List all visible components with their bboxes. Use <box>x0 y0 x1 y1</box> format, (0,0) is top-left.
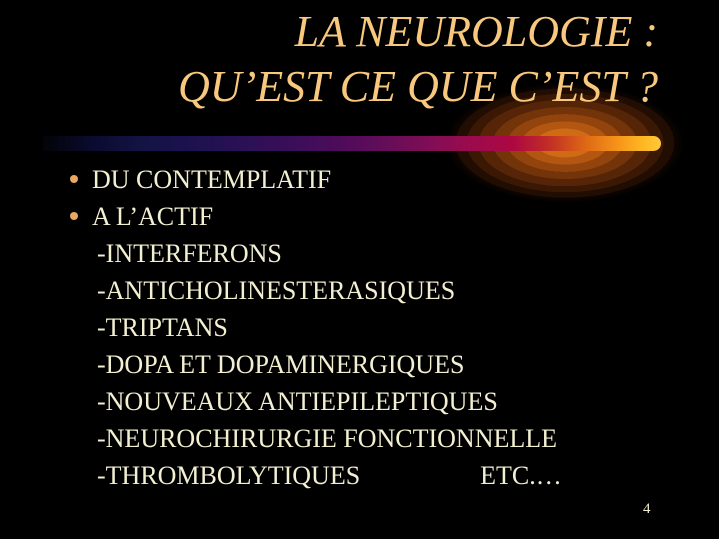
page-title <box>8 4 658 114</box>
title-line-1: LA NEUROLOGIE : <box>294 7 658 56</box>
list-item-label: -NEUROCHIRURGIE FONCTIONNELLE <box>97 424 558 453</box>
list-item <box>60 161 700 198</box>
list-item <box>60 309 700 346</box>
list-item <box>60 383 700 420</box>
bullet-list <box>60 161 700 494</box>
list-item-label: A L’ACTIF <box>92 202 214 231</box>
list-item-label: -TRIPTANS <box>97 313 228 342</box>
list-item <box>60 420 700 457</box>
list-item <box>60 198 700 235</box>
bullet-icon <box>70 175 78 183</box>
divider-bar <box>43 136 661 151</box>
list-item-label: -ANTICHOLINESTERASIQUES <box>97 276 456 305</box>
page-number-label: 4 <box>643 501 651 517</box>
list-item <box>60 235 700 272</box>
list-item <box>60 272 700 309</box>
list-item-label: -INTERFERONS <box>97 239 282 268</box>
list-item-label: DU CONTEMPLATIF <box>92 165 332 194</box>
list-item <box>60 346 700 383</box>
list-item-label: -DOPA ET DOPAMINERGIQUES <box>97 350 465 379</box>
list-item-label: -THROMBOLYTIQUES <box>97 461 361 490</box>
list-item-label: -NOUVEAUX ANTIEPILEPTIQUES <box>97 387 498 416</box>
title-line-2: QU’EST CE QUE C’EST ? <box>178 62 658 111</box>
list-item-suffix: ETC.… <box>480 461 562 490</box>
bullet-icon <box>70 212 78 220</box>
list-item <box>60 457 700 494</box>
